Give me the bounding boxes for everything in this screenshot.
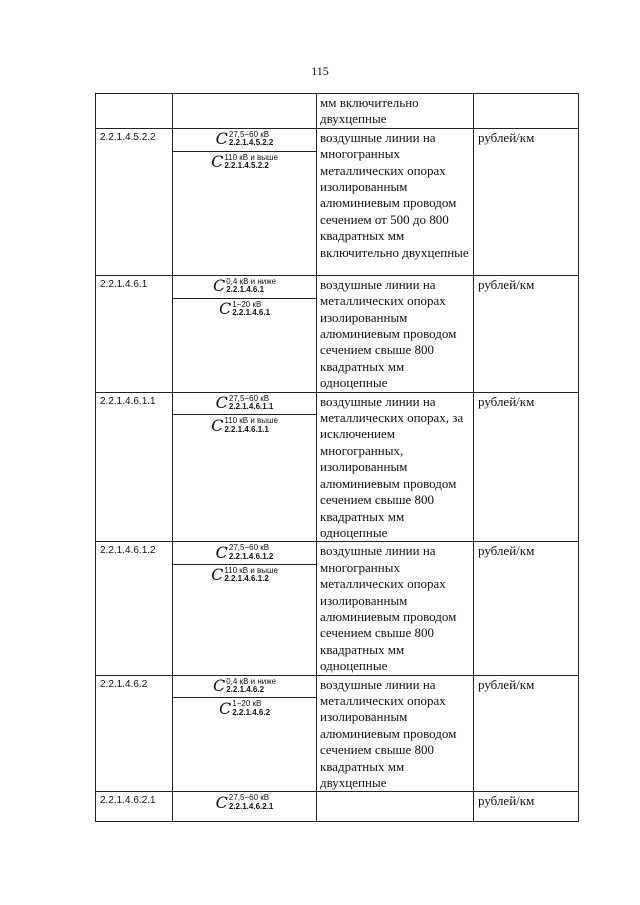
unit-cell: рублей/км [474, 542, 579, 675]
unit-cell: рублей/км [474, 128, 579, 275]
table-row [96, 94, 579, 129]
tariff-formula: C 1−20 кВ 2.2.1.4.6.2 [173, 697, 316, 720]
description-cell: воздушные линии на металлических опорах, за исключением многогранных, изолированным алюминиевым проводом сечением свыше 800 квадратных мм одноцепные [317, 392, 474, 542]
tariff-formula: C 27,5−60 кВ 2.2.1.4.6.1.1 [215, 393, 274, 413]
code-cell: 2.2.1.4.6.1 [96, 275, 173, 392]
formula-cell [173, 275, 317, 392]
table-row [96, 542, 579, 675]
tariff-formula: C 110 кВ и выше 2.2.1.4.6.1.2 [173, 564, 316, 587]
description-cell [317, 792, 474, 822]
code-cell: 2.2.1.4.6.2.1 [96, 792, 173, 822]
formula-cell [173, 392, 317, 542]
tariff-formula: C 110 кВ и выше 2.2.1.4.5.2.2 [173, 151, 316, 174]
code-cell [96, 94, 173, 129]
table-row [96, 128, 579, 275]
description-cell: воздушные линии на металлических опорах изолированным алюминиевым проводом сечением свыше 800 квадратных мм двухцепные [317, 675, 474, 792]
formula-cell [173, 94, 317, 129]
unit-cell: рублей/км [474, 792, 579, 822]
description-cell: мм включительно двухцепные [317, 94, 474, 129]
formula-cell [173, 128, 317, 275]
tariff-formula: C 27,5−60 кВ 2.2.1.4.5.2.2 [215, 129, 274, 149]
code-cell: 2.2.1.4.6.1.2 [96, 542, 173, 675]
tariff-formula: C 27,5−60 кВ 2.2.1.4.6.1.2 [215, 542, 274, 562]
description-cell: воздушные линии на многогранных металлических опорах изолированным алюминиевым проводом сечением от 500 до 800 квадратных мм включительно двухцепные [317, 128, 474, 275]
formula-cell [173, 675, 317, 792]
page-number: 115 [311, 64, 329, 78]
unit-cell: рублей/км [474, 275, 579, 392]
code-cell: 2.2.1.4.5.2.2 [96, 128, 173, 275]
table-row [96, 275, 579, 392]
unit-cell [474, 94, 579, 129]
tariff-formula: C 0,4 кВ и ниже 2.2.1.4.6.2 [212, 675, 277, 695]
tariff-formula: C 110 кВ и выше 2.2.1.4.6.1.1 [173, 414, 316, 437]
formula-cell [173, 542, 317, 675]
table-row [96, 392, 579, 542]
description-cell: воздушные линии на металлических опорах изолированным алюминиевым проводом сечением свыше 800 квадратных мм одноцепные [317, 275, 474, 392]
tariff-formula: C 1−20 кВ 2.2.1.4.6.1 [173, 298, 316, 321]
tariff-formula: C 27,5−60 кВ 2.2.1.4.6.2.1 [215, 792, 274, 812]
rate-table [95, 93, 579, 822]
formula-cell [173, 792, 317, 822]
code-cell: 2.2.1.4.6.2 [96, 675, 173, 792]
code-cell: 2.2.1.4.6.1.1 [96, 392, 173, 542]
table-row [96, 675, 579, 792]
table-row [96, 792, 579, 822]
description-cell: воздушные линии на многогранных металлических опорах изолированным алюминиевым проводом сечением свыше 800 квадратных мм одноцепные [317, 542, 474, 675]
tariff-formula: C 0,4 кВ и ниже 2.2.1.4.6.1 [212, 276, 277, 296]
unit-cell: рублей/км [474, 675, 579, 792]
unit-cell: рублей/км [474, 392, 579, 542]
